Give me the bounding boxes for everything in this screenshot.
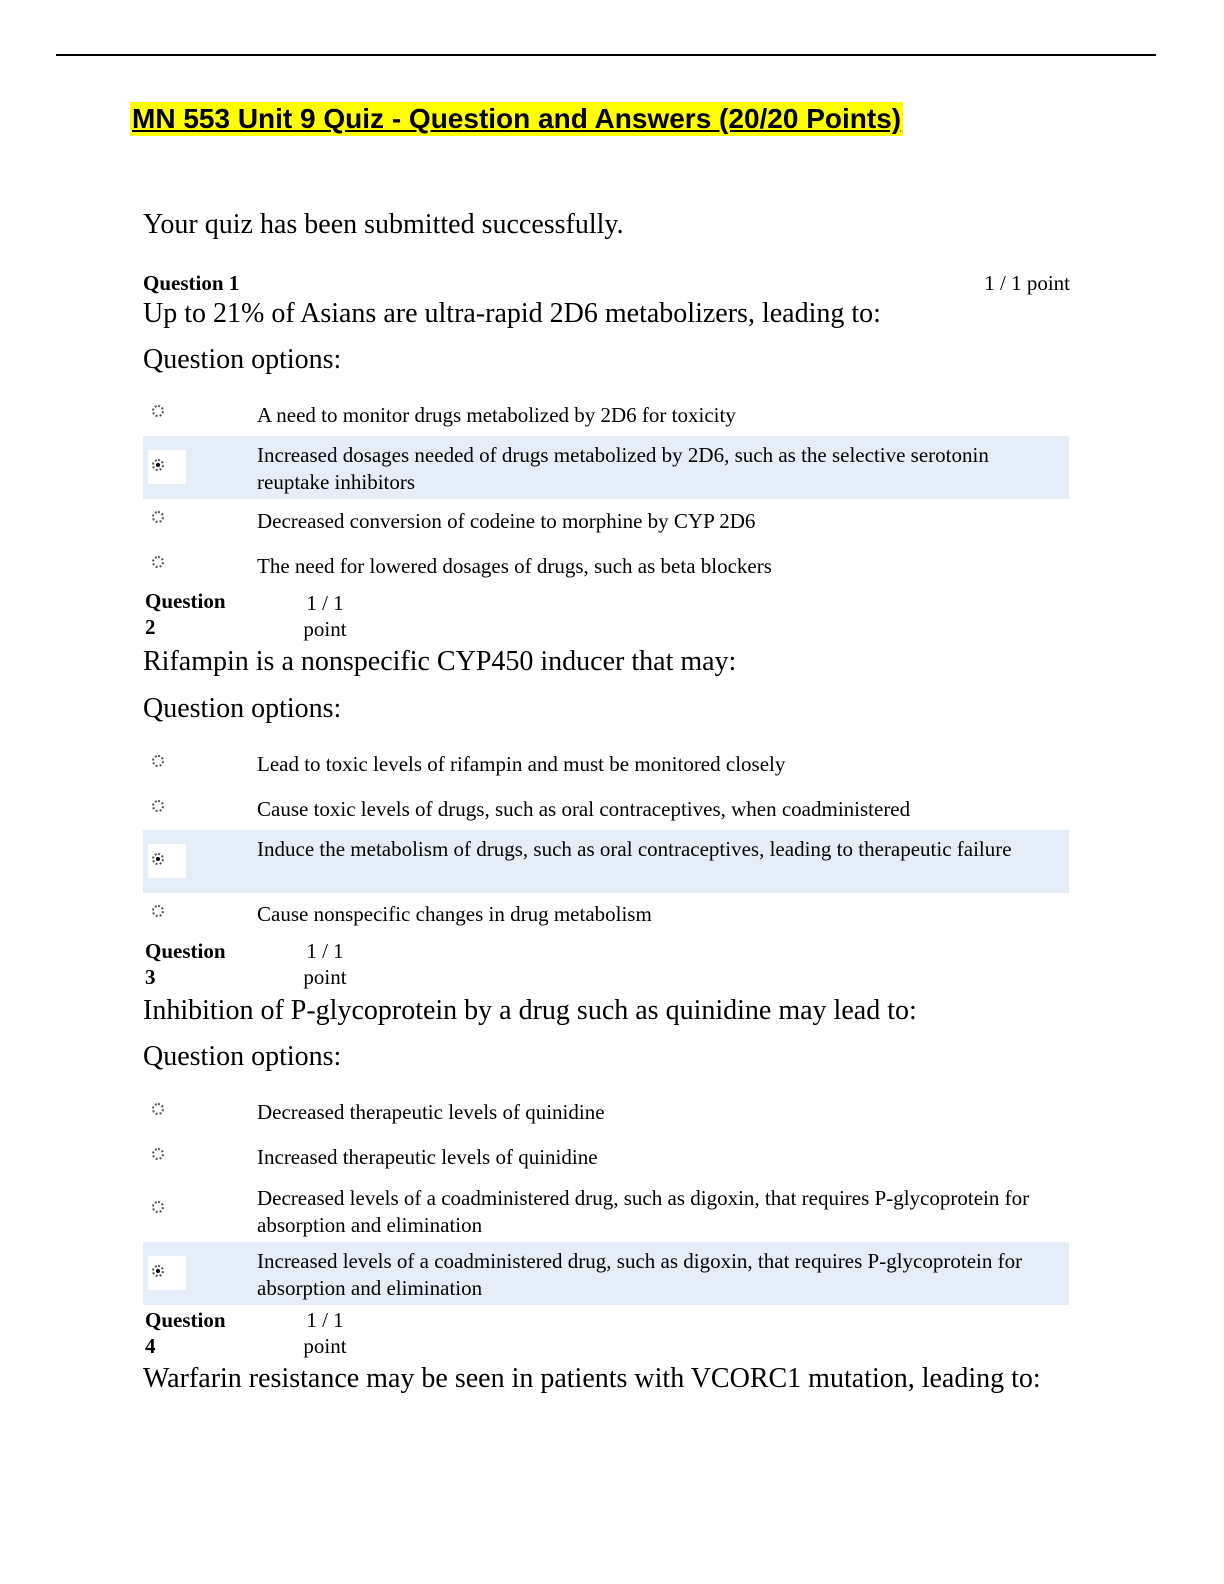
question-header [143, 270, 1070, 296]
question-points-unit: point [303, 1334, 347, 1358]
answer-option[interactable] [143, 1139, 1069, 1177]
answer-option[interactable] [143, 1094, 1069, 1132]
question-points [290, 938, 360, 990]
answer-option[interactable] [143, 896, 1069, 934]
radio-button-checked-icon[interactable] [152, 1265, 164, 1277]
radio-button-icon[interactable] [152, 800, 164, 812]
radio-button-icon[interactable] [152, 905, 164, 917]
question-text: Warfarin resistance may be seen in patients with VCORC1 mutation, leading to: [143, 1363, 1041, 1394]
answer-option[interactable] [143, 396, 1069, 434]
question-points [290, 590, 360, 642]
question-points-unit: point [303, 617, 347, 641]
answer-option-text: Lead to toxic levels of rifampin and must be monitored closely [257, 752, 786, 776]
question-points-value: 1 / 1 [306, 939, 344, 963]
answer-option-text: Increased dosages needed of drugs metabolized by 2D6, such as the selective serotonin reuptake inhibitors [257, 443, 989, 494]
question-points: 1 / 1 point [984, 271, 1070, 295]
answer-option[interactable] [143, 547, 1069, 585]
question-text: Up to 21% of Asians are ultra-rapid 2D6 metabolizers, leading to: [143, 298, 881, 329]
question-options-label: Question options: [143, 344, 342, 375]
radio-button-checked-icon[interactable] [152, 853, 164, 865]
document-title: MN 553 Unit 9 Quiz - Question and Answers (20/20 Points) [132, 103, 902, 134]
answer-option-text: Induce the metabolism of drugs, such as oral contraceptives, leading to therapeutic failure [257, 837, 1012, 861]
question-label [145, 938, 265, 990]
question-options-label: Question options: [143, 1041, 342, 1072]
answer-option[interactable] [143, 1179, 1069, 1239]
answer-option-text: Increased levels of a coadministered drug, such as digoxin, that requires P-glycoprotein for absorption and elimination [257, 1249, 1023, 1300]
question-options-label: Question options: [143, 693, 342, 724]
question-points-unit: point [303, 965, 347, 989]
answer-option-text: Decreased levels of a coadministered drug, such as digoxin, that requires P-glycoprotein for absorption and elimination [257, 1186, 1030, 1237]
question-label [145, 588, 265, 640]
answer-option[interactable] [143, 502, 1069, 540]
radio-button-icon[interactable] [152, 405, 164, 417]
answer-option-text: Decreased therapeutic levels of quinidine [257, 1100, 605, 1124]
answer-option-text: Cause nonspecific changes in drug metabolism [257, 902, 652, 926]
radio-button-icon[interactable] [152, 1148, 164, 1160]
radio-button-icon[interactable] [152, 1103, 164, 1115]
answer-option[interactable] [143, 746, 1069, 784]
question-points [290, 1307, 360, 1359]
answer-option-text: A need to monitor drugs metabolized by 2D6 for toxicity [257, 403, 736, 427]
question-label-number: 3 [145, 965, 156, 989]
question-points-value: 1 / 1 [306, 591, 344, 615]
question-text: Inhibition of P-glycoprotein by a drug such as quinidine may lead to: [143, 995, 917, 1026]
question-text: Rifampin is a nonspecific CYP450 inducer that may: [143, 646, 737, 677]
radio-button-icon[interactable] [152, 556, 164, 568]
question-label-number: 2 [145, 615, 156, 639]
question-label [145, 1307, 265, 1359]
radio-button-icon[interactable] [152, 511, 164, 523]
question-points-value: 1 / 1 [306, 1308, 344, 1332]
question-label-word: Question [145, 589, 226, 613]
radio-button-checked-icon[interactable] [152, 459, 164, 471]
question-label-word: Question [145, 939, 226, 963]
answer-option-text: Cause toxic levels of drugs, such as oral contraceptives, when coadministered [257, 797, 911, 821]
radio-button-icon[interactable] [152, 1201, 164, 1213]
question-label: Question 1 [143, 271, 240, 295]
submission-status: Your quiz has been submitted successfully. [143, 209, 624, 240]
answer-option-text: Decreased conversion of codeine to morphine by CYP 2D6 [257, 509, 756, 533]
answer-option[interactable] [143, 791, 1069, 829]
question-label-number: 4 [145, 1334, 156, 1358]
answer-option-selected[interactable] [143, 1242, 1069, 1305]
answer-option-text: The need for lowered dosages of drugs, such as beta blockers [257, 554, 772, 578]
question-label-word: Question [145, 1308, 226, 1332]
radio-button-icon[interactable] [152, 755, 164, 767]
answer-option-selected[interactable] [143, 830, 1069, 893]
answer-option-selected[interactable] [143, 436, 1069, 499]
answer-option-text: Increased therapeutic levels of quinidine [257, 1145, 598, 1169]
